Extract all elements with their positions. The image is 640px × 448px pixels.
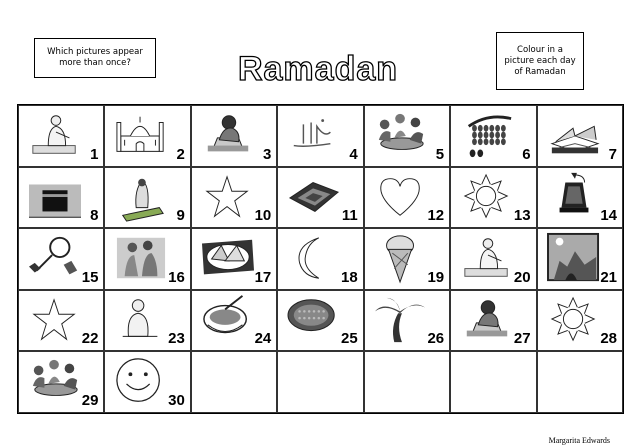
day-number: 23 xyxy=(168,330,185,348)
question-box: Which pictures appear more than once? xyxy=(34,38,156,78)
day-number: 19 xyxy=(427,268,445,286)
day-number: 7 xyxy=(608,145,617,163)
day-number: 14 xyxy=(600,207,617,225)
day-number: 18 xyxy=(341,268,358,286)
day-cell-8 xyxy=(18,167,104,229)
day-cell-19 xyxy=(364,228,450,290)
day-number: 11 xyxy=(341,207,358,225)
page-title xyxy=(228,46,408,90)
sun-icon xyxy=(546,294,602,346)
dates-icon xyxy=(459,109,515,161)
day-cell-29 xyxy=(18,351,104,413)
day-number: 13 xyxy=(513,207,531,225)
mosque-icon xyxy=(113,109,169,161)
day-cell-6 xyxy=(450,105,536,167)
lantern-icon xyxy=(546,171,602,223)
day-cell-1 xyxy=(18,105,104,167)
empty-cell xyxy=(277,351,363,413)
day-cell-30 xyxy=(104,351,190,413)
smiley-face-icon xyxy=(113,355,169,407)
kaaba-icon xyxy=(27,171,83,223)
day-cell-11 xyxy=(277,167,363,229)
woman-praying-icon xyxy=(459,294,515,346)
allah-calligraphy-icon xyxy=(286,109,342,161)
day-number: 28 xyxy=(600,330,617,348)
day-cell-5 xyxy=(364,105,450,167)
day-number: 8 xyxy=(90,207,99,225)
plate-icon xyxy=(286,294,342,346)
day-number: 5 xyxy=(435,145,445,163)
day-number: 20 xyxy=(513,268,531,286)
samosas-icon xyxy=(200,232,256,284)
day-cell-28 xyxy=(537,290,623,352)
sun-icon xyxy=(459,171,515,223)
day-number: 25 xyxy=(341,330,358,348)
instruction-box: Colour in a picture each day of Ramadan xyxy=(496,32,584,90)
koran-icon xyxy=(546,109,602,161)
day-number: 22 xyxy=(81,330,99,348)
day-number: 1 xyxy=(90,145,99,163)
day-cell-21 xyxy=(537,228,623,290)
ramadan-calendar-grid xyxy=(17,104,624,414)
day-cell-17 xyxy=(191,228,277,290)
people-greeting-icon xyxy=(113,232,169,284)
day-cell-10 xyxy=(191,167,277,229)
day-cell-4 xyxy=(277,105,363,167)
day-cell-27 xyxy=(450,290,536,352)
sweets-icon xyxy=(27,232,83,284)
day-cell-26 xyxy=(364,290,450,352)
day-number: 16 xyxy=(168,268,185,286)
day-cell-22 xyxy=(18,290,104,352)
palm-tree-icon xyxy=(373,294,429,346)
day-number: 12 xyxy=(427,207,445,225)
day-cell-7 xyxy=(537,105,623,167)
day-number: 24 xyxy=(254,330,272,348)
day-number: 26 xyxy=(427,330,445,348)
author-credit: Margarita Edwards xyxy=(548,436,610,445)
day-cell-3 xyxy=(191,105,277,167)
day-cell-20 xyxy=(450,228,536,290)
empty-cell xyxy=(450,351,536,413)
family-meal-icon xyxy=(373,109,429,161)
ice-cream-icon xyxy=(373,232,429,284)
city-scene-icon xyxy=(546,232,602,284)
day-number: 10 xyxy=(254,207,272,225)
day-cell-2 xyxy=(104,105,190,167)
day-number: 9 xyxy=(176,207,185,225)
day-number: 4 xyxy=(349,145,358,163)
empty-cell xyxy=(191,351,277,413)
day-cell-14 xyxy=(537,167,623,229)
day-number: 3 xyxy=(262,145,272,163)
day-number: 17 xyxy=(254,268,272,286)
day-number: 29 xyxy=(81,391,99,409)
rug-icon xyxy=(286,171,342,223)
day-cell-25 xyxy=(277,290,363,352)
day-number: 6 xyxy=(522,145,531,163)
prayer-mat-icon xyxy=(113,171,169,223)
day-cell-9 xyxy=(104,167,190,229)
day-cell-23 xyxy=(104,290,190,352)
empty-cell xyxy=(364,351,450,413)
day-number: 15 xyxy=(81,268,99,286)
boy-praying-icon xyxy=(113,294,169,346)
star-icon xyxy=(200,171,256,223)
family-meal-icon xyxy=(27,355,83,407)
empty-cell xyxy=(537,351,623,413)
day-cell-12 xyxy=(364,167,450,229)
day-number: 21 xyxy=(600,268,617,286)
crescent-moon-icon xyxy=(286,232,342,284)
soup-bowl-icon xyxy=(200,294,256,346)
praying-man-icon xyxy=(27,109,83,161)
day-cell-16 xyxy=(104,228,190,290)
day-cell-15 xyxy=(18,228,104,290)
star-icon xyxy=(27,294,83,346)
svg-text:Ramadan: Ramadan xyxy=(237,50,399,88)
heart-icon xyxy=(373,171,429,223)
day-cell-24 xyxy=(191,290,277,352)
praying-man-icon xyxy=(459,232,515,284)
day-cell-13 xyxy=(450,167,536,229)
woman-praying-icon xyxy=(200,109,256,161)
day-number: 2 xyxy=(176,145,185,163)
day-number: 27 xyxy=(513,330,531,348)
day-cell-18 xyxy=(277,228,363,290)
day-number: 30 xyxy=(168,391,185,409)
